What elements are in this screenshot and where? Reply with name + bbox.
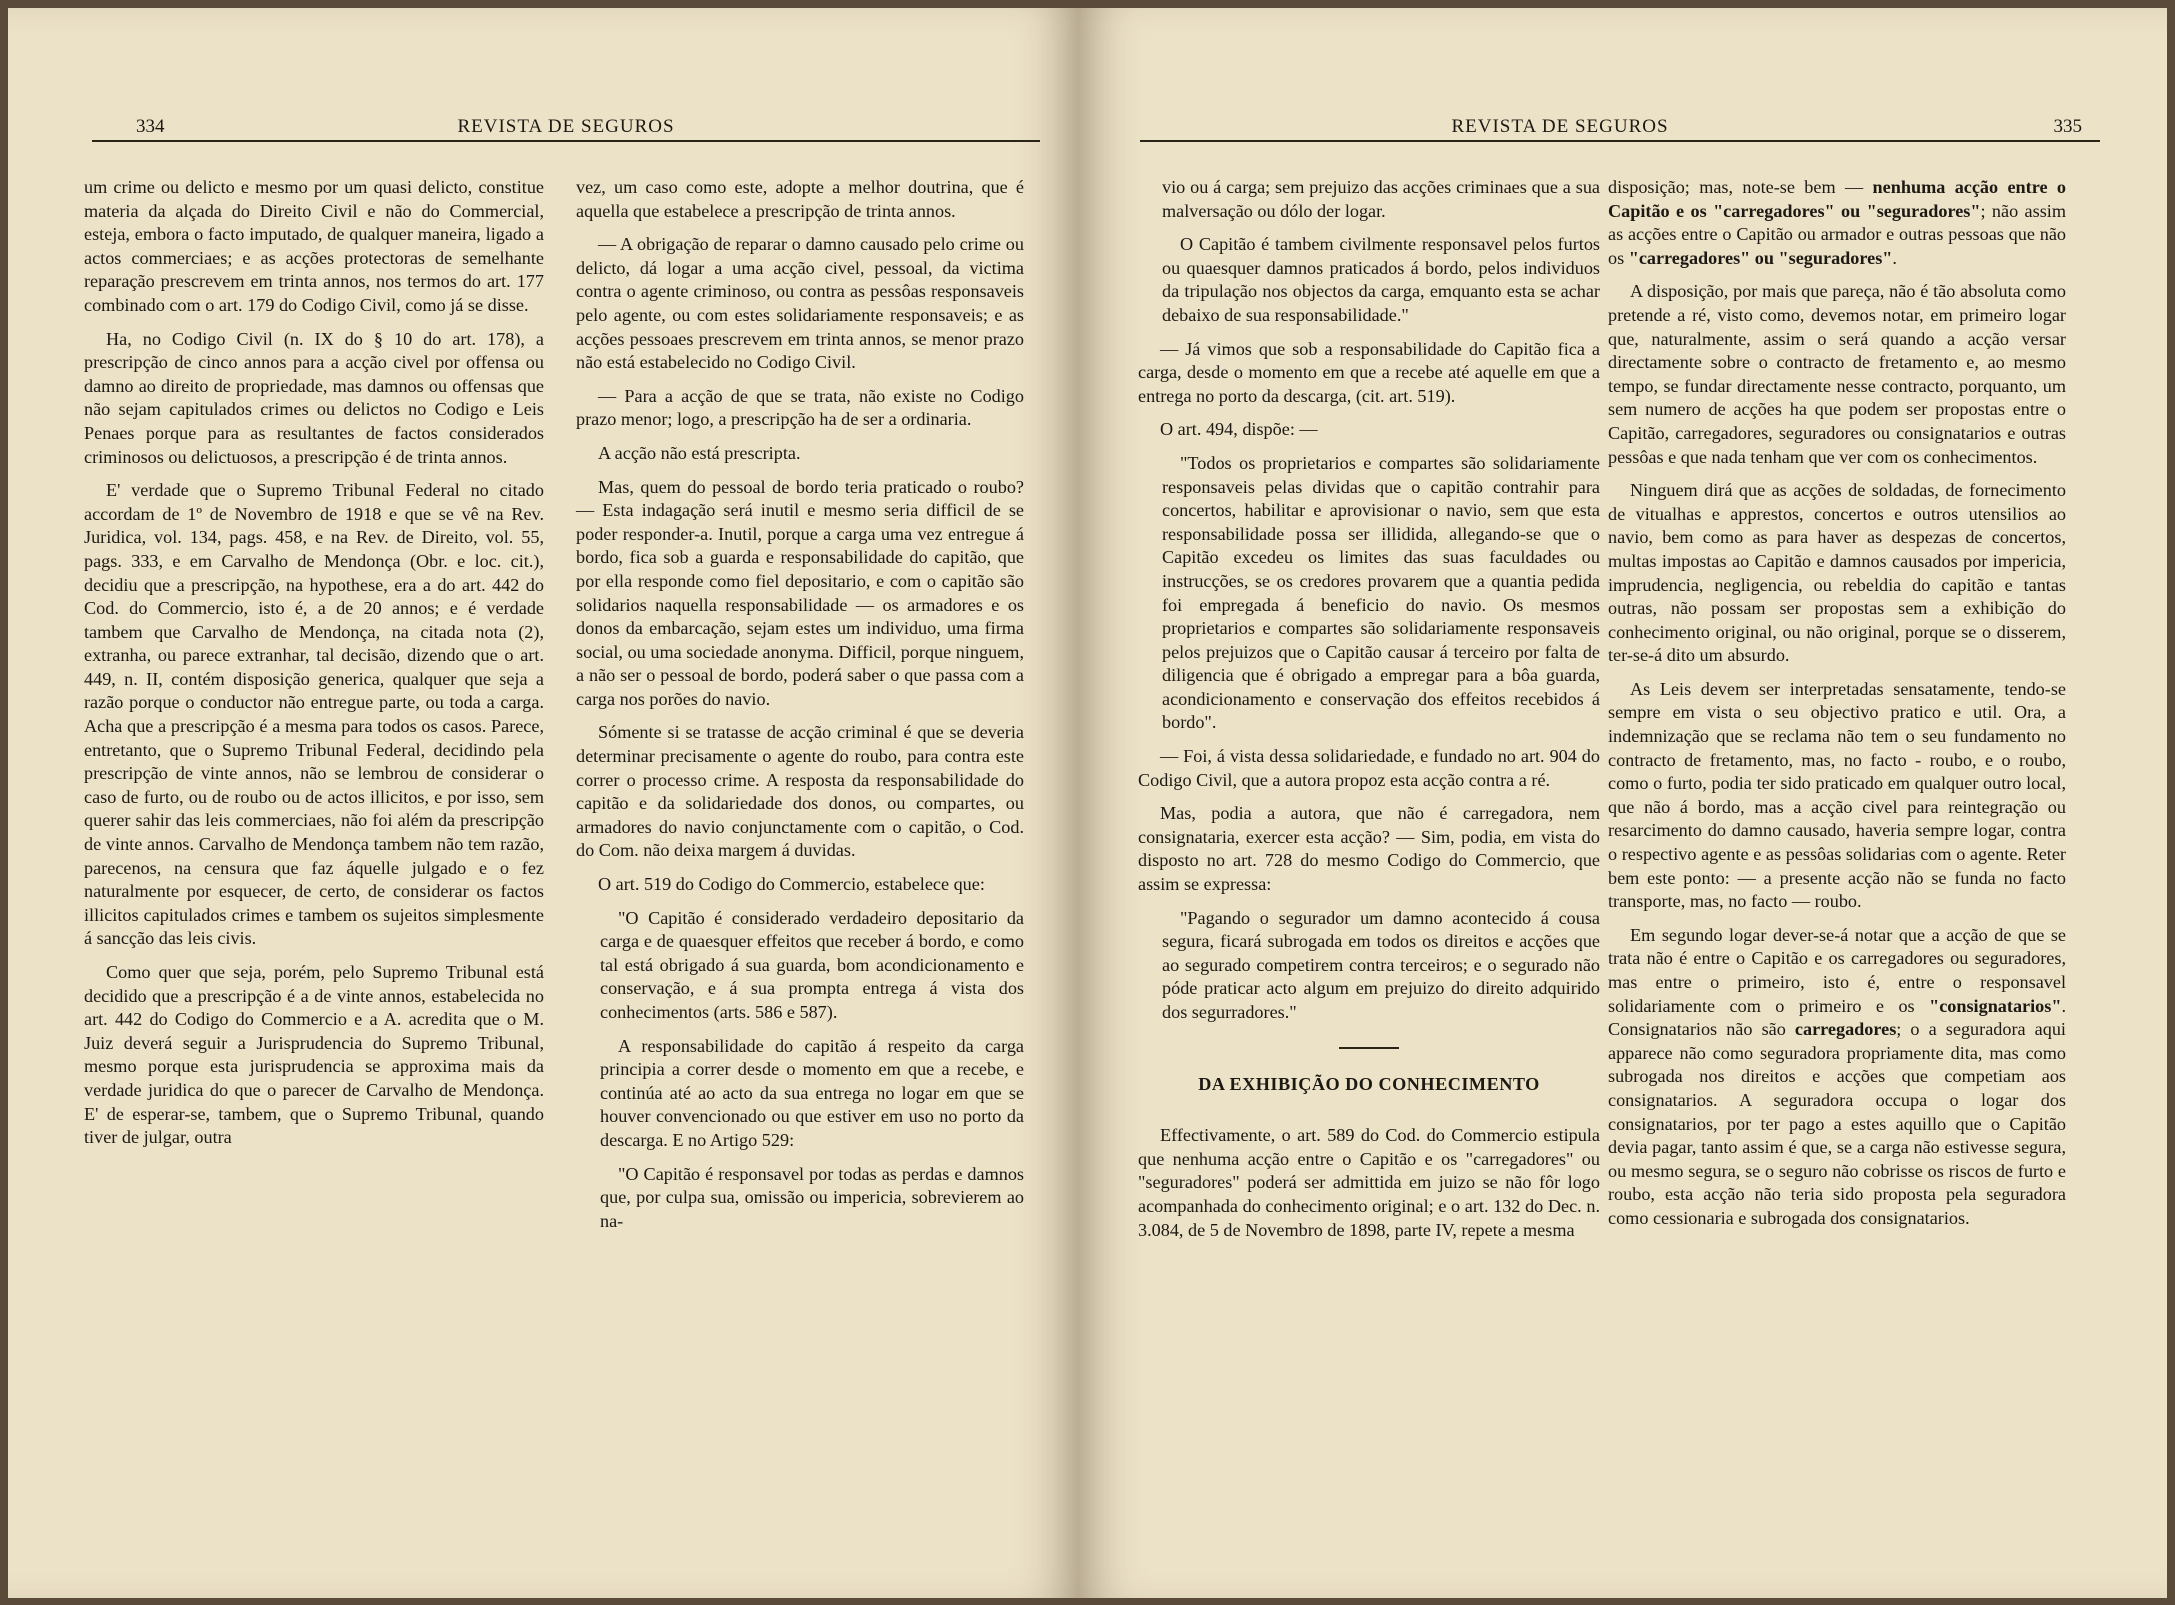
quote-paragraph: "O Capitão é responsavel por todas as perdas e damnos que, por culpa sua, omissão ou impericia, sobrevierem ao na- (600, 1163, 1024, 1231)
quote-paragraph: vio ou á carga; sem prejuizo das acções criminaes que a sua malversação ou dólo der logar. (1162, 177, 1600, 221)
quote-paragraph: A responsabilidade do capitão á respeito da carga principia a correr desde o momento em que a recebe, e continúa até ao acto da sua entrega no logar em que se houver convencionado ou que estiver em uso no porto da descarga. E no Artigo 529: (600, 1035, 1024, 1150)
section-title: DA EXHIBIÇÃO DO CONHECIMENTO (1198, 1073, 1540, 1094)
right-page (1078, 8, 2167, 1598)
quote-paragraph: "Pagando o segurador um damno acontecido á cousa segura, ficará subrogada em todos os direitos e acções que ao segurado competirem contra terceiros; e o segurado não póde praticar acto algum em prejuizo do direito adquirido dos segurradores." (1162, 907, 1600, 1022)
left-running-title: REVISTA DE SEGUROS (457, 116, 675, 137)
left-column-1 (84, 176, 544, 1160)
paragraph: — Para a acção de que se trata, não existe no Codigo prazo menor; logo, a prescripção ha de ser a ordinaria. (576, 385, 1024, 430)
right-page-number: 335 (2053, 116, 2082, 137)
quote-paragraph: O Capitão é tambem civilmente responsavel pelos furtos ou quaesquer damnos praticados á bordo, pelos individuos da tripulação nos objectos da carga, emquanto esta se achar debaixo de sua responsabilidade." (1162, 234, 1600, 325)
right-column-1 (1138, 176, 1600, 1252)
paragraph: Ha, no Codigo Civil (n. IX do § 10 do art. 178), a prescripção de cinco annos para a acção civel por offensa ou damno ao direito de propriedade, mas damnos ou offensas que não sejam capitulados crimes ou delictos no Codigo e Leis Penaes porque para as resultantes de factos considerados criminosos ou delictuosos, a prescripção é de trinta annos. (84, 328, 544, 467)
paragraph: Effectivamente, o art. 589 do Cod. do Commercio estipula que nenhuma acção entre o Capitão e os "carregadores" ou "seguradores" poderá ser admittida em juizo se não fôr logo acompanhada do conhecimento original; e o art. 132 do Dec. n. 3.084, de 5 de Novembro de 1898, parte IV, repete a mesma (1138, 1125, 1600, 1240)
paragraph: Ninguem dirá que as acções de soldadas, de fornecimento de vitualhas e apprestos, concertos e outros utensilios ao navio, bem como as para haver as despezas de concertos, multas impostas ao Capitão e damnos causados por impericia, imprudencia, negligencia, ou rebeldia do capitão e tantas outras, não possam ser propostas sem a exhibição do conhecimento original, ou não original, porque se o disserem, ter-se-á dito um absurdo. (1608, 480, 2066, 666)
paragraph: Em segundo logar dever-se-á notar que a acção de que se trata não é entre o Capitão e os carregadores ou seguradores, mas entre o primeiro, isto é, entre o responsavel solidariamente com o primeiro e os "consignatarios". Consignatarios não são carregadores; o a seguradora aqui apparece não como seguradora propriamente dita, mas como subrogada nos direitos e acções que competiam aos consignatarios. A seguradora occupa o logar dos consignatarios, por ter pago a estes aquillo que o Capitão devia pagar, tanto assim é que, se a carga não estivesse segura, ou mesmo segura, se o seguro não cobrisse os riscos de furto e roubo, esta acção não teria sido proposta pela seguradora como cessionaria e subrogada dos consignatarios. (1608, 924, 2066, 1228)
paragraph: — Já vimos que sob a responsabilidade do Capitão fica a carga, desde o momento em que a recebe até aquelle em que a entrega no porto da descarga, (cit. art. 519). (1138, 338, 1600, 406)
right-page-header (1140, 104, 2100, 142)
paragraph: Mas, podia a autora, que não é carregadora, nem consignataria, exercer esta acção? — Sim, podia, em vista do disposto no art. 728 do mesmo Codigo do Commercio, que assim se expressa: (1138, 803, 1600, 895)
paragraph: A disposição, por mais que pareça, não é tão absoluta como pretende a ré, visto como, devemos notar, em primeiro logar que, naturalmente, assim o será quando a acção versar directamente sobre o contracto de fretamento e, ao mesmo tempo, se fundar directamente nesse contracto, porquanto, um sem numero de acções ha que podem ser propostas entre o Capitão, carregadores, seguradores ou consignatarios e outras pessôas e que nada tenham que ver com os conhecimentos. (1608, 281, 2066, 467)
paragraph: um crime ou delicto e mesmo por um quasi delicto, constitue materia da alçada do Direito Civil e não do Commercial, esteja, embora o facto imputado, de qualquer maneira, ligado a actos commerciaes; e as acções protectoras de semelhante reparação prescrevem em trinta annos, nos termos do art. 177 combinado com o art. 179 do Codigo Civil, como já se disse. (84, 177, 544, 315)
left-page (8, 8, 1078, 1598)
paragraph: A acção não está prescripta. (598, 442, 801, 463)
paragraph: O art. 494, dispõe: — (1160, 419, 1318, 440)
quote-paragraph: "Todos os proprietarios e compartes são solidariamente responsaveis pelas dividas que o capitão contrahir para concertos, habilitar e aprovisionar o navio, sem que esta responsabilidade possa ser illidida, allegando-se que o Capitão excedeu os limites das suas faculdades ou instrucções, se os credores provarem que a quantia pedida foi empregada á beneficio do navio. Os mesmos proprietarios e compartes são solidariamente responsaveis pelos prejuizos que o Capitão causar á terceiro por falta de diligencia que é obrigado a empregar para a bôa guarda, acondicionamento e conservação dos effeitos recebidos á bordo". (1162, 452, 1600, 733)
right-column-2 (1608, 176, 2066, 1241)
paragraph: Como quer que seja, porém, pelo Supremo Tribunal está decidido que a prescripção é a de vinte annos, estabelecida no art. 442 do Codigo do Commercio e a A. acredita que o M. Juiz deverá seguir a Jurisprudencia do Supremo Tribunal, mesmo porque esta jurisprudencia se approxima mais da verdade juridica do que o parecer de Carvalho de Mendonça. E' de esperar-se, tambem, que o Supremo Tribunal, quando tiver de julgar, outra (84, 962, 544, 1148)
paragraph: O art. 519 do Codigo do Commercio, estabelece que: (598, 874, 985, 895)
paragraph: E' verdade que o Supremo Tribunal Federal no citado accordam de 1º de Novembro de 1918 e que se vê na Rev. Juridica, vol. 134, pags. 458, e na Rev. de Direito, vol. 55, pags. 333, e em Carvalho de Mendonça (Obr. e loc. cit.), decidiu que a prescripção, na hypothese, era a do art. 442 do Cod. do Commercio, isto é, a de 20 annos; e é verdade tambem que Carvalho de Mendonça, na citada nota (2), extranha, ou parece extranhar, tal decisão, dizendo que o art. 449, n. II, contém disposição generica, qualquer que seja a razão porque o conductor não entregue parte, ou toda a carga. Acha que a prescripção é a mesma para todos os casos. Parece, entretanto, que o Supremo Tribunal Federal, decidindo pela prescripção de vinte annos, não se lembrou de considerar o caso de furto, ou de roubo ou de actos illicitos, e por isso, sem querer sahir das leis commerciaes, não foi além da prescripção de vinte annos. Carvalho de Mendonça tambem não tem razão, parecenos, na censura que faz áquelle julgado e o fez naturalmente por esquecer, de certo, de considerar os factos illicitos capitulados crimes e tambem os sujeitos simplesmente á sancção das leis civis. (84, 480, 544, 949)
paragraph: — A obrigação de reparar o damno causado pelo crime ou delicto, dá logar a uma acção civel, pessoal, da victima contra o agente criminoso, ou contra as pessôas responsaveis pelo agente, ou com estes solidariamente responsaveis; e as acções pessoaes prescrevem em trinta annos, se menor prazo não está estabelecido no Codigo Civil. (576, 234, 1024, 373)
left-column-2 (576, 176, 1024, 1243)
right-running-title: REVISTA DE SEGUROS (1451, 116, 1669, 137)
left-page-header (92, 104, 1040, 142)
paragraph: disposição; mas, note-se bem — nenhuma acção entre o Capitão e os "carregadores" ou "seguradores"; não assim as acções entre o Capitão ou armador e outras pessoas que não os "carregadores" ou "seguradores". (1608, 177, 2067, 268)
paragraph: vez, um caso como este, adopte a melhor doutrina, que é aquella que estabelece a prescripção de trinta annos. (576, 177, 1024, 221)
quote-paragraph: "O Capitão é considerado verdadeiro depositario da carga e de quaesquer effeitos que receber á bordo, e como tal está obrigado á sua guarda, bom acondicionamento e conservação, e á sua prompta entrega á vista dos conhecimentos (arts. 586 e 587). (600, 907, 1024, 1022)
paragraph: — Foi, á vista dessa solidariedade, e fundado no art. 904 do Codigo Civil, que a autora propoz esta acção contra a ré. (1138, 746, 1600, 790)
paragraph: Sómente si se tratasse de acção criminal é que se deveria determinar precisamente o agente do roubo, para contra este correr o processo crime. A resposta da responsabilidade do capitão e da solidariedade dos donos, ou compartes, ou armadores do navio conjunctamente com o capitão, o Cod. do Com. não deixa margem á duvidas. (576, 722, 1024, 861)
paragraph: As Leis devem ser interpretadas sensatamente, tendo-se sempre em vista o seu objectivo pratico e util. Ora, a indemnização que se reclama não tem o seu fundamento no contracto de fretamento, mas, no facto - roubo, e o roubo, como o furto, podia ter sido praticado em qualquer outro local, que não á bordo, mas a acção civel para reintegração ou resarcimento do damno causado, haveria sempre logar, contra o respectivo agente e as pessôas solidarias com o agente. Reter bem este ponto: — a presente acção não se funda no facto transporte, mas, no facto — roubo. (1608, 678, 2066, 912)
section-divider (1339, 1047, 1399, 1049)
left-page-number: 334 (136, 116, 165, 137)
paragraph: Mas, quem do pessoal de bordo teria praticado o roubo? — Esta indagação será inutil e mesmo seria difficil de se poder responder-a. Inutil, porque a carga uma vez entregue á bordo, fica sob a guarda e responsabilidade do capitão, que por ella responde como fiel depositario, e com o capitão são solidarios naquella responsabilidade — os armadores e os donos da embarcação, sejam estes um individuo, uma firma social, ou uma sociedade anonyma. Difficil, porque ninguem, a não ser o pessoal de bordo, poderá saber o que passa com a carga nos porões do navio. (576, 476, 1024, 709)
